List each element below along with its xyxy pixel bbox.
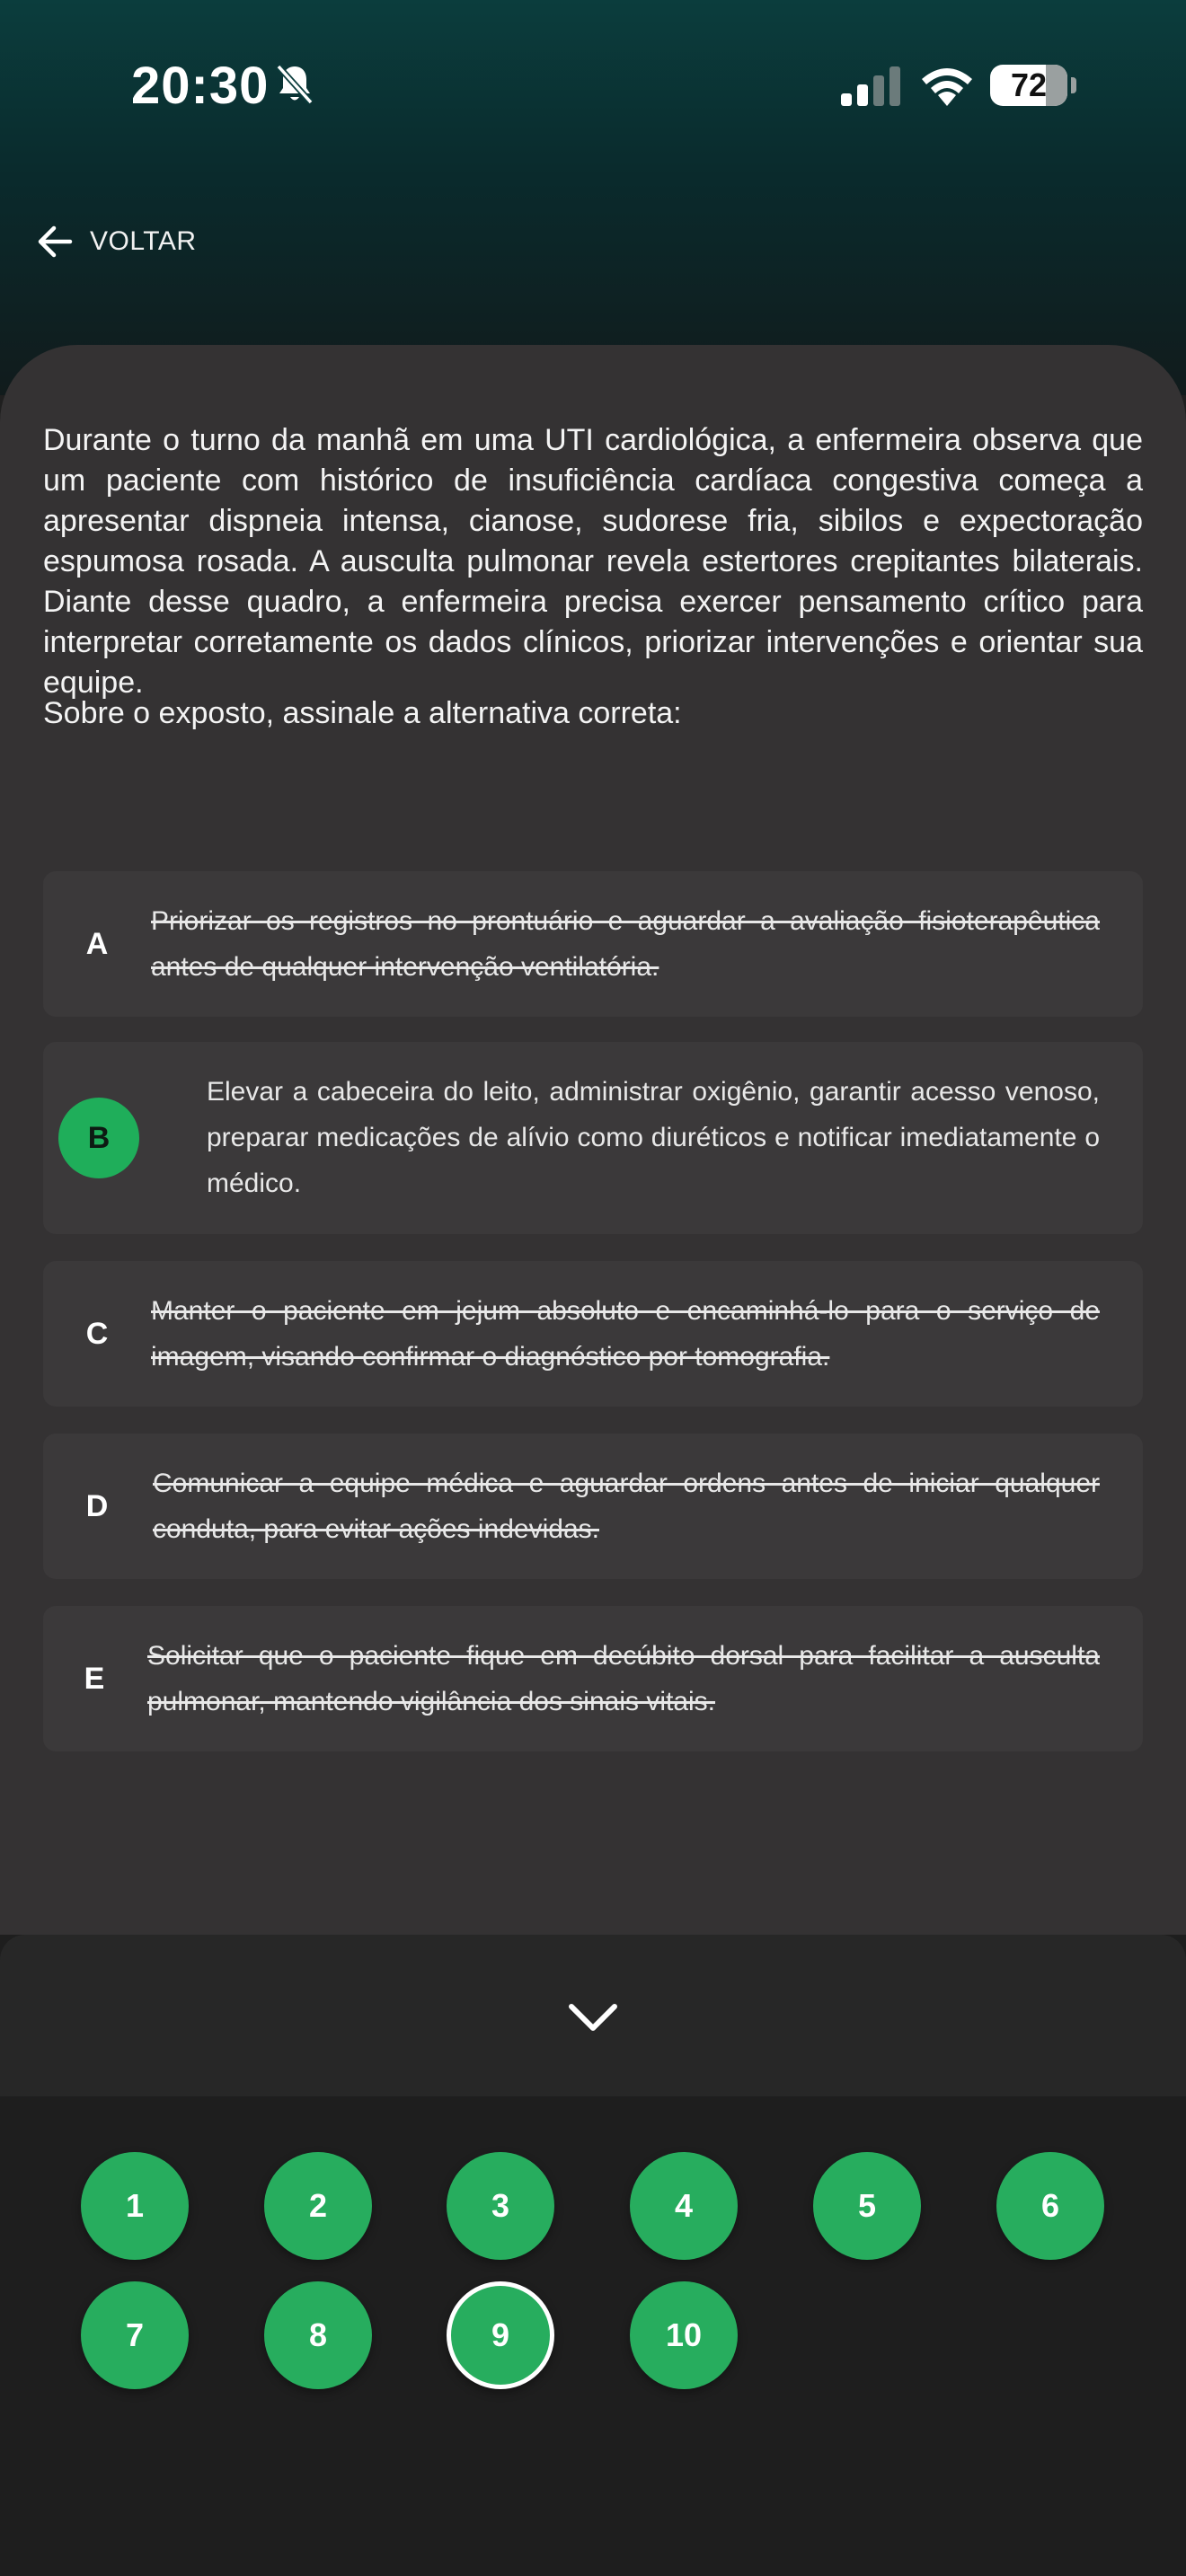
- wifi-icon: [918, 63, 976, 108]
- selected-option-badge: B: [58, 1098, 139, 1178]
- option-d[interactable]: [43, 1434, 1143, 1579]
- option-letter: D: [85, 1488, 109, 1523]
- question-number-button[interactable]: 4: [630, 2152, 738, 2260]
- battery-tip: [1071, 77, 1076, 93]
- option-letter: E: [84, 1661, 105, 1696]
- question-prompt: Sobre o exposto, assinale a alternativa correta:: [43, 696, 682, 730]
- option-text: Comunicar a equipe médica e aguardar ordens antes de iniciar qualquer conduta, para evitar ações indevidas.: [153, 1469, 1100, 1544]
- arrow-left-icon: [36, 223, 74, 260]
- option-text: Manter o paciente em jejum absoluto e encaminhá-lo para o serviço de imagem, visando confirmar o diagnóstico por tomografia.: [151, 1296, 1100, 1372]
- back-button[interactable]: [36, 219, 197, 264]
- option-b[interactable]: [43, 1042, 1143, 1234]
- status-time: 20:30: [131, 57, 270, 115]
- option-letter: C: [85, 1316, 109, 1351]
- question-number-button[interactable]: 3: [447, 2152, 554, 2260]
- bell-slash-icon: [275, 63, 314, 106]
- question-number-button[interactable]: 1: [81, 2152, 189, 2260]
- option-text: Elevar a cabeceira do leito, administrar oxigênio, garantir acesso venoso, preparar medicações de alívio como diuréticos e notificar imediatamente o médico.: [207, 1077, 1100, 1198]
- battery-level: 72: [1010, 66, 1048, 103]
- question-number-button[interactable]: 5: [813, 2152, 921, 2260]
- cellular-signal-icon: [839, 66, 902, 106]
- option-text: Solicitar que o paciente fique em decúbito dorsal para facilitar a ausculta pulmonar, mantendo vigilância dos sinais vitais.: [147, 1641, 1100, 1716]
- question-number-button[interactable]: 10: [630, 2281, 738, 2389]
- question-number-button[interactable]: 7: [81, 2281, 189, 2389]
- battery-icon: [990, 65, 1067, 106]
- option-text: Priorizar os registros no prontuário e aguardar a avaliação fisioterapêutica antes de qualquer intervenção ventilatória.: [151, 906, 1100, 982]
- question-number-button[interactable]: 2: [264, 2152, 372, 2260]
- question-text: Durante o turno da manhã em uma UTI cardiológica, a enfermeira observa que um paciente com histórico de insuficiência cardíaca congestiva começa a apresentar dispneia intensa, cianose, sudorese fria, sibilos e expectoração espumosa rosada. A ausculta pulmonar revela estertores crepitantes bilaterais. Diante desse quadro, a enfermeira precisa exercer pensamento crítico para interpretar corretamente os dados clínicos, priorizar intervenções e orientar sua equipe.: [43, 423, 1143, 700]
- status-bar: [0, 0, 1186, 180]
- question-number-button-current[interactable]: 9: [447, 2281, 554, 2389]
- question-number-button[interactable]: 8: [264, 2281, 372, 2389]
- option-letter: A: [85, 926, 109, 961]
- question-number-button[interactable]: 6: [996, 2152, 1104, 2260]
- option-e[interactable]: [43, 1606, 1143, 1751]
- option-letter-wrap: [43, 1042, 155, 1234]
- option-a[interactable]: [43, 871, 1143, 1017]
- chevron-down-icon[interactable]: [564, 1999, 622, 2035]
- option-c[interactable]: [43, 1261, 1143, 1407]
- back-label: VOLTAR: [90, 226, 197, 256]
